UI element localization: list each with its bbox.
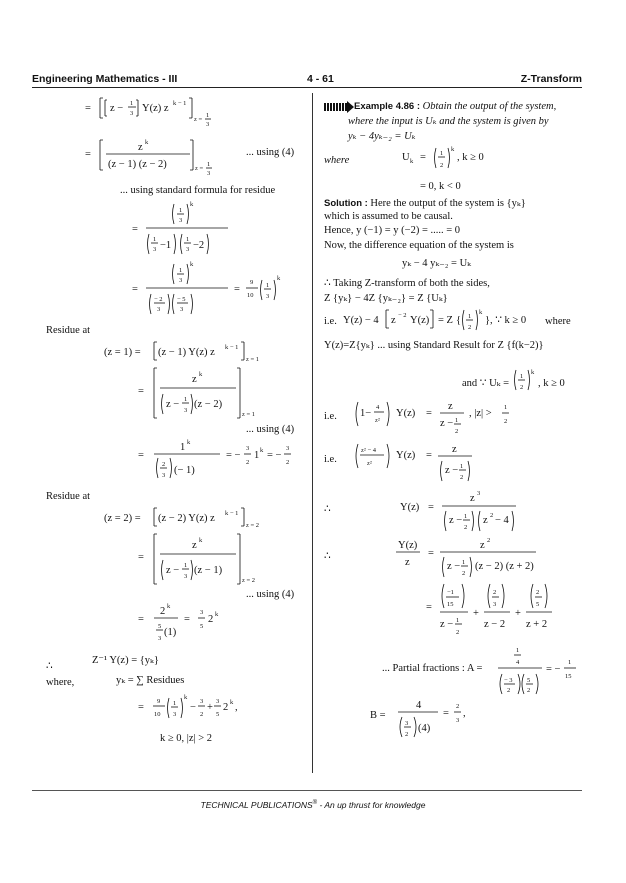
svg-text:2: 2 [507,687,511,694]
svg-text:3: 3 [153,246,157,253]
svg-text:{: { [456,315,462,326]
standard-formula-note: ... using standard formula for residue [120,185,276,196]
svg-text:(z − 2): (z − 2) [194,399,223,410]
svg-text:9: 9 [250,279,254,286]
svg-text:1−: 1− [360,408,372,419]
header-right: Z-Transform [520,73,582,85]
svg-text:, |z| >: , |z| > [469,408,492,419]
svg-text:1: 1 [184,562,188,569]
svg-text:(z − 1): (z − 1) [194,565,223,576]
svg-text:1: 1 [468,313,472,320]
svg-text:−: − [190,702,196,713]
svg-text:(z − 2) (z + 2): (z − 2) (z + 2) [475,561,534,572]
eq-left-4 [130,258,290,320]
eq-yk-final [136,690,296,726]
where-left: where, [46,677,75,688]
svg-text:k: k [199,371,203,378]
svg-text:=: = [85,103,91,114]
svg-text:=: = [138,552,144,563]
svg-text:,: , [235,702,238,713]
svg-text:1: 1 [179,267,183,274]
eq-residue-2 [150,506,300,530]
svg-text:k − 1: k − 1 [173,100,187,107]
svg-text:1: 1 [207,161,211,168]
svg-text:1: 1 [520,373,524,380]
y-definition: Y(z)=Z{yₖ} ... using Standard Result for Z {f(k−2)} [324,340,544,351]
svg-text:z −: z − [440,418,454,429]
eq-partial-fractions [426,582,576,644]
difference-equation: yₖ − 4 yₖ₋₂ = Uₖ [402,258,471,269]
svg-text:2: 2 [286,459,290,466]
svg-text:3: 3 [130,110,134,117]
svg-text:k: k [277,275,281,282]
svg-text:k: k [215,611,219,618]
svg-text:z: z [138,142,143,153]
svg-text:(z − 2) Y(z) z: (z − 2) Y(z) z [158,513,215,524]
svg-text:z =: z = [195,165,204,172]
svg-text:z −: z − [166,399,180,410]
svg-text:=: = [132,284,138,295]
z-equals-1: (z = 1) = [104,347,141,358]
svg-text:− 2: − 2 [154,296,163,303]
eq-residue-1 [150,340,300,364]
eq-residue-1c [136,436,296,484]
svg-text:z = 1: z = 1 [246,356,260,363]
ie-label-3: i.e. [324,454,337,465]
svg-text:2: 2 [405,731,409,738]
svg-text:3: 3 [477,490,481,497]
B-label: B = [370,710,386,721]
svg-text:z − 2: z − 2 [484,619,506,630]
svg-text:z²: z² [367,460,372,467]
svg-text:= Z: = Z [438,315,453,326]
arrow-icon [324,103,348,111]
svg-text:z = 2: z = 2 [242,577,256,584]
svg-text:z: z [192,374,197,385]
svg-text:5: 5 [158,623,162,630]
svg-text:z =: z = [194,116,203,123]
header-rule [32,87,582,88]
svg-text:2: 2 [456,703,460,710]
svg-text:5: 5 [216,711,220,718]
svg-text:+: + [207,702,213,713]
eq-left-2 [80,136,260,178]
svg-text:2: 2 [160,606,166,617]
svg-text:3: 3 [179,277,183,284]
svg-text:−1: −1 [160,240,172,251]
svg-text:=: = [428,502,434,513]
svg-text:2: 2 [527,687,531,694]
svg-text:5: 5 [527,677,531,684]
svg-text:=: = [420,152,426,163]
svg-text:9: 9 [157,698,161,705]
svg-text:k: k [260,447,264,454]
svg-text:3: 3 [162,472,166,479]
therefore-left: ∴ [46,661,53,672]
svg-text:=: = [85,149,91,160]
svg-text:2: 2 [208,614,214,625]
svg-text:2: 2 [223,702,229,713]
svg-text:k: k [187,439,191,446]
example-text-2: where the input is Uₖ and the system is given by [348,116,549,127]
svg-text:15: 15 [565,673,572,680]
svg-text:z: z [192,540,197,551]
svg-text:1: 1 [130,100,134,107]
svg-text:=: = [426,602,432,613]
svg-text:k − 1: k − 1 [225,510,239,517]
uk-zero: = 0, k < 0 [420,181,461,192]
svg-text:k − 1: k − 1 [225,344,239,351]
svg-text:1: 1 [504,404,508,411]
svg-text:z = 2: z = 2 [246,522,260,529]
svg-text:2: 2 [468,324,472,331]
svg-text:k: k [230,699,234,706]
svg-text:−1: −1 [447,589,454,596]
svg-text:+: + [473,608,479,619]
header-left: Engineering Mathematics - III [32,73,178,85]
svg-text:,: , [463,708,466,719]
svg-text:Y(z): Y(z) [400,502,420,513]
svg-text:Y(z) − 4: Y(z) − 4 [343,315,379,326]
eq-B-value [394,696,474,742]
svg-text:1: 1 [184,396,188,403]
eq-ie-2 [354,440,504,486]
svg-text:1: 1 [516,647,520,654]
eq-ztransform-applied [340,306,580,336]
svg-text:+: + [515,608,521,619]
eq-uk-def [402,142,522,178]
eq-residue-2b [136,530,276,590]
svg-text:z²: z² [375,417,380,424]
svg-text:5: 5 [536,601,540,608]
svg-text:3: 3 [207,170,211,177]
example-text-3: yₖ − 4yₖ₋₂ = Uₖ [348,131,416,142]
svg-text:3: 3 [266,293,270,300]
svg-text:k: k [190,261,194,268]
taking-z-transform: ∴ Taking Z-transform of both the sides, [324,278,490,289]
svg-text:10: 10 [154,711,161,718]
svg-text:=: = [426,450,432,461]
svg-text:z: z [452,444,457,455]
svg-text:3: 3 [184,407,188,414]
svg-text:z −: z − [166,565,180,576]
svg-text:1: 1 [254,450,260,461]
svg-text:=: = [138,386,144,397]
svg-text:=: = [138,614,144,625]
svg-text:k: k [199,537,203,544]
svg-text:1: 1 [460,463,464,470]
svg-text:= −: = − [226,450,241,461]
svg-text:2: 2 [246,459,250,466]
svg-text:3: 3 [456,717,460,724]
svg-text:3: 3 [179,217,183,224]
svg-text:U: U [402,152,410,163]
using-4-b: ... using (4) [246,424,295,435]
ie-label-1: i.e. [324,316,337,327]
svg-text:z² − 4: z² − 4 [361,447,376,454]
svg-text:, k ≥ 0: , k ≥ 0 [457,152,484,163]
svg-text:3: 3 [493,601,497,608]
svg-text:=: = [426,408,432,419]
svg-text:z: z [483,515,488,526]
solution-label: Solution : [324,198,368,209]
svg-text:z −: z − [445,465,459,476]
svg-text:1: 1 [153,236,157,243]
svg-text:3: 3 [206,121,210,128]
inverse-z: Z⁻¹ Y(z) = {yₖ} [92,655,159,666]
eq-residue-2c [136,600,256,648]
solution-text-4: Now, the difference equation of the system is [324,240,514,251]
and-uk: and ∵ Uₖ = [462,378,510,389]
footer-rule [32,790,582,791]
svg-text:− 2: − 2 [398,312,407,319]
svg-text:=: = [132,224,138,235]
svg-text:=: = [138,702,144,713]
ie-label-2: i.e. [324,411,337,422]
svg-text:z: z [480,540,485,551]
svg-text:z: z [470,493,475,504]
svg-text:3: 3 [184,573,188,580]
svg-text:2: 2 [200,711,204,718]
svg-text:3: 3 [246,445,250,452]
svg-text:2: 2 [440,162,444,169]
svg-text:z −: z − [447,561,461,572]
footer-publisher: TECHNICAL PUBLICATIONS [200,800,313,810]
svg-text:15: 15 [447,601,454,608]
yk-sum: yₖ = ∑ Residues [116,675,185,686]
svg-text:k: k [479,309,483,316]
svg-text:2: 2 [456,629,460,636]
partial-fractions-label: ... Partial fractions : A = [382,663,483,674]
svg-text:, ∵ k ≥ 0: , ∵ k ≥ 0 [490,315,527,326]
svg-text:1: 1 [179,207,183,214]
svg-text:Y(z): Y(z) [396,408,416,419]
eq-left-1 [80,96,280,136]
residue-at-2: Residue at [46,491,91,502]
svg-text:1: 1 [462,559,466,566]
svg-text:Y(z): Y(z) [410,315,430,326]
svg-text:3: 3 [200,698,204,705]
k-ge-0: , k ≥ 0 [538,378,565,389]
svg-text:z: z [448,401,453,412]
solution-text-3: Hence, y (−1) = y (−2) = ..... = 0 [324,225,461,236]
svg-text:10: 10 [247,292,254,299]
svg-text:Y(z): Y(z) [398,540,418,551]
svg-text:z −: z − [440,619,454,630]
svg-text:2: 2 [162,461,166,468]
svg-text:5: 5 [200,623,204,630]
svg-text:(4): (4) [418,723,431,734]
where-label-2: where [545,316,571,327]
svg-text:− 5: − 5 [177,296,186,303]
eq-Yz [400,488,540,536]
svg-text:(− 1): (− 1) [174,465,195,476]
svg-text:=: = [443,708,449,719]
svg-text:= −: = − [267,450,282,461]
z-equals-2: (z = 2) = [104,513,141,524]
z-transform-line: Z {yₖ} − 4Z {yₖ₋₂} = Z {Uₖ} [324,293,448,304]
svg-text:=: = [138,450,144,461]
svg-text:k: k [451,146,455,153]
svg-text:4: 4 [416,700,422,711]
svg-text:z −: z − [449,515,463,526]
svg-text:1: 1 [440,150,444,157]
svg-text:3: 3 [157,306,161,313]
svg-text:k: k [145,139,149,146]
eq-Yz-over-z [396,534,546,584]
page-number: 4 - 61 [307,73,334,85]
svg-text:(z − 1) Y(z) z: (z − 1) Y(z) z [158,347,215,358]
therefore-right-1: ∴ [324,504,331,515]
svg-text:2: 2 [464,524,468,531]
svg-text:Y(z) z: Y(z) z [142,103,169,114]
svg-text:3: 3 [158,635,162,642]
svg-text:1: 1 [186,236,190,243]
svg-text:3: 3 [180,306,184,313]
svg-text:− 3: − 3 [504,677,513,684]
using-4-c: ... using (4) [246,589,295,600]
svg-text:−2: −2 [193,240,205,251]
svg-text:}: } [485,315,491,326]
residue-at-1: Residue at [46,325,91,336]
svg-text:k: k [410,158,414,165]
example-text-1: Obtain the output of the system, [420,101,557,112]
svg-text:z + 2: z + 2 [526,619,548,630]
svg-text:z −: z − [110,103,124,114]
eq-A-value [494,642,584,700]
svg-text:(1): (1) [164,627,177,638]
svg-text:1: 1 [455,417,459,424]
svg-text:= −: = − [546,664,561,675]
solution-text-1: Here the output of the system is {yₖ} [367,198,526,209]
svg-text:k: k [167,603,171,610]
footer [0,800,626,810]
svg-text:k: k [184,694,188,701]
svg-text:2: 2 [487,537,491,544]
svg-text:1: 1 [266,282,270,289]
svg-text:Y(z): Y(z) [396,450,416,461]
where-right: where [324,155,350,166]
svg-text:1: 1 [206,112,210,119]
svg-text:=: = [184,614,190,625]
svg-text:1: 1 [464,513,468,520]
svg-text:3: 3 [216,698,220,705]
eq-residue-1b [136,364,276,424]
registered-mark: ® [312,800,318,807]
column-separator [312,93,313,773]
svg-text:k: k [190,201,194,208]
svg-text:1: 1 [180,442,186,453]
example-label: Example 4.86 : [354,101,421,112]
svg-text:=: = [428,548,434,559]
svg-text:4: 4 [376,404,380,411]
svg-text:2: 2 [455,428,459,435]
svg-text:2: 2 [462,570,466,577]
svg-text:k: k [531,369,535,376]
svg-text:− 4: − 4 [495,515,509,526]
solution-text-2: which is assumed to be causal. [324,211,453,222]
range-condition: k ≥ 0, |z| > 2 [160,733,213,744]
svg-text:4: 4 [516,659,520,666]
using-4-a: ... using (4) [246,147,295,158]
therefore-right-2: ∴ [324,551,331,562]
svg-text:3: 3 [405,720,409,727]
svg-text:2: 2 [536,589,540,596]
svg-text:3: 3 [186,246,190,253]
svg-text:z: z [391,315,396,326]
svg-text:3: 3 [173,711,177,718]
svg-text:(z − 1) (z − 2): (z − 1) (z − 2) [108,159,167,170]
svg-text:z = 1: z = 1 [242,411,256,418]
svg-text:2: 2 [493,589,497,596]
footer-tagline: - An up thrust for knowledge [317,800,426,810]
svg-text:3: 3 [200,609,204,616]
eq-left-3 [130,198,250,260]
svg-text:=: = [234,284,240,295]
svg-text:2: 2 [460,474,464,481]
svg-text:1: 1 [173,700,177,707]
svg-text:1: 1 [568,659,572,666]
svg-text:1: 1 [456,617,460,624]
svg-text:2: 2 [504,418,508,425]
svg-text:3: 3 [286,445,290,452]
svg-text:2: 2 [490,512,494,519]
svg-text:2: 2 [520,384,524,391]
svg-text:z: z [405,557,410,568]
eq-ie-1 [354,398,534,440]
